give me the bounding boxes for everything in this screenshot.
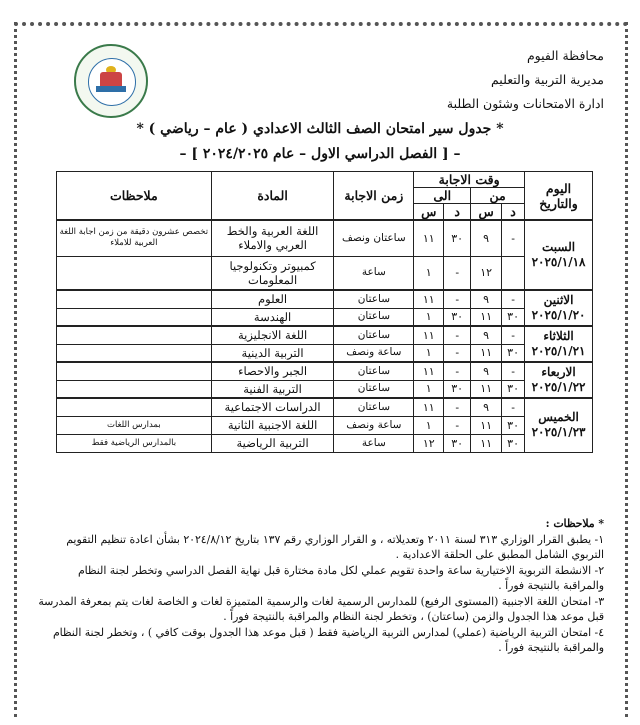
day-name: الاربعاء xyxy=(541,365,576,379)
from-minute: - xyxy=(502,398,525,416)
duration-cell: ساعتان xyxy=(334,362,414,380)
duration-cell: ساعة ونصف xyxy=(334,344,414,362)
header-duration: زمن الاجابة xyxy=(334,172,414,221)
from-minute: ٣٠ xyxy=(502,416,525,434)
duration-cell: ساعة ونصف xyxy=(334,416,414,434)
exam-schedule-table xyxy=(56,171,593,453)
from-hour: ١١ xyxy=(471,416,502,434)
to-hour: ١ xyxy=(414,256,444,290)
from-minute xyxy=(502,256,525,290)
to-hour: ١١ xyxy=(414,398,444,416)
from-hour: ٩ xyxy=(471,362,502,380)
day-cell xyxy=(525,362,593,398)
to-hour: ١١ xyxy=(414,362,444,380)
to-hour: ١١ xyxy=(414,290,444,308)
subject-cell: الهندسة xyxy=(211,308,334,326)
from-minute: ٣٠ xyxy=(502,380,525,398)
header-from-minute: د xyxy=(502,204,525,221)
subject-cell: التربية الدينية xyxy=(211,344,334,362)
note-item-4: ٤- امتحان التربية الرياضية (عملي) لمدارس التربية الرياضية فقط ( قبل موعد هذا الجدول بوقت كافي ) ، وتخطر لجنة النظام والمراقبة بالنتيجة فوراً . xyxy=(52,625,604,654)
duration-cell: ساعة xyxy=(334,256,414,290)
table-row xyxy=(57,308,593,326)
from-hour: ١١ xyxy=(471,434,502,452)
table-row xyxy=(57,344,593,362)
to-minute: - xyxy=(444,256,471,290)
header-to: الى xyxy=(414,188,471,204)
from-minute: - xyxy=(502,290,525,308)
note-cell xyxy=(57,308,212,326)
table-row xyxy=(57,434,593,452)
subject-cell: اللغة الانجليزية xyxy=(211,326,334,344)
duration-cell: ساعتان ونصف xyxy=(334,220,414,256)
header-time: وقت الاجابة xyxy=(414,172,525,188)
to-minute: ٣٠ xyxy=(444,220,471,256)
from-hour: ١٢ xyxy=(471,256,502,290)
subject-cell: العلوم xyxy=(211,290,334,308)
from-hour: ١١ xyxy=(471,344,502,362)
table-row xyxy=(57,380,593,398)
note-cell: تخصص عشرون دقيقة من زمن اجابة اللغة العربية للاملاء xyxy=(57,220,212,256)
table-row xyxy=(57,220,593,256)
to-minute: - xyxy=(444,416,471,434)
page-subtitle: – [ الفصل الدراسي الاول – عام ٢٠٢٤/٢٠٢٥ ] – xyxy=(179,146,461,162)
from-minute: ٣٠ xyxy=(502,344,525,362)
from-hour: ١١ xyxy=(471,308,502,326)
duration-cell: ساعتان xyxy=(334,290,414,308)
from-hour: ٩ xyxy=(471,220,502,256)
day-date: ٢٠٢٥/١/٢٠ xyxy=(531,308,586,322)
duration-cell: ساعتان xyxy=(334,326,414,344)
to-minute: - xyxy=(444,290,471,308)
notes-heading: * ملاحظات : xyxy=(545,517,604,530)
header-to-minute: د xyxy=(444,204,471,221)
from-minute: - xyxy=(502,362,525,380)
to-minute: ٣٠ xyxy=(444,308,471,326)
from-minute: ٣٠ xyxy=(502,434,525,452)
header-from: من xyxy=(471,188,525,204)
note-cell xyxy=(57,380,212,398)
note-item-2: ٢- الانشطة التربوية الاختيارية ساعة واحدة تقويم عملي لكل مادة مختارة قبل نهاية الفصل الدراسي وتخطر لجنة النظام والمراقبة بالنتيجة فوراً . xyxy=(77,563,604,592)
issuer-header xyxy=(447,44,604,116)
from-hour: ٩ xyxy=(471,398,502,416)
subject-cell: التربية الفنية xyxy=(211,380,334,398)
schedule-body xyxy=(57,220,593,452)
duration-cell: ساعتان xyxy=(334,398,414,416)
to-hour: ١ xyxy=(414,344,444,362)
table-row xyxy=(57,290,593,308)
governorate-line: محافظة الفيوم xyxy=(526,48,604,63)
to-minute: - xyxy=(444,344,471,362)
notes-section xyxy=(34,516,604,656)
day-cell xyxy=(525,398,593,452)
note-cell xyxy=(57,290,212,308)
table-row xyxy=(57,256,593,290)
day-date: ٢٠٢٥/١/١٨ xyxy=(531,255,586,269)
from-minute: - xyxy=(502,220,525,256)
page-title: * جدول سير امتحان الصف الثالث الاعدادي ( عام – رياضي ) * xyxy=(136,121,504,137)
note-cell xyxy=(57,398,212,416)
note-cell xyxy=(57,326,212,344)
day-name: الثلاثاء xyxy=(543,329,574,343)
subject-cell: اللغة العربية والخط العربي والاملاء xyxy=(211,220,334,256)
subject-cell: اللغة الاجنبية الثانية xyxy=(211,416,334,434)
note-cell xyxy=(57,344,212,362)
day-name: الاثنين xyxy=(543,293,574,307)
day-name: السبت xyxy=(541,240,576,254)
table-row xyxy=(57,416,593,434)
department-line: ادارة الامتحانات وشئون الطلبة xyxy=(446,96,604,111)
note-cell: بمدارس اللغات xyxy=(57,416,212,434)
table-row xyxy=(57,362,593,380)
duration-cell: ساعتان xyxy=(334,308,414,326)
day-cell xyxy=(525,290,593,326)
ministry-logo xyxy=(74,44,148,118)
header-to-hour: س xyxy=(414,204,444,221)
duration-cell: ساعة xyxy=(334,434,414,452)
header-subject: المادة xyxy=(211,172,334,221)
to-hour: ١٢ xyxy=(414,434,444,452)
to-minute: ٣٠ xyxy=(444,380,471,398)
note-item-1: ١- يطبق القرار الوزاري ٣١٣ لسنة ٢٠١١ وتعديلاته ، و القرار الوزاري رقم ١٣٧ بتاريخ ٢٠٢٤/٨/١٢ بشأن اعادة تنظيم التقويم التربوي الشامل المطبق على الحلقة الاعدادية . xyxy=(66,532,604,561)
to-minute: - xyxy=(444,326,471,344)
to-hour: ١ xyxy=(414,416,444,434)
day-date: ٢٠٢٥/١/٢٢ xyxy=(531,380,586,394)
day-name: الخميس xyxy=(538,410,579,425)
from-minute: ٣٠ xyxy=(502,308,525,326)
day-cell xyxy=(525,326,593,362)
note-cell xyxy=(57,256,212,290)
from-hour: ٩ xyxy=(471,290,502,308)
day-date: ٢٠٢٥/١/٢٣ xyxy=(531,425,586,440)
to-minute: - xyxy=(444,398,471,416)
header-from-hour: س xyxy=(471,204,502,221)
from-hour: ٩ xyxy=(471,326,502,344)
note-item-3: ٣- امتحان اللغة الاجنبية (المستوى الرفيع) للمدارس الرسمية لغات والرسمية المتميزة لغات و الخاصة لغات يتم بمعرفة المدرسة قبل موعد هذا الجدول والزمن (ساعتان) ، وتخطر لجنة النظام والمراقبة بالنتيجة فوراً . xyxy=(38,594,604,623)
subject-cell: الجبر والاحصاء xyxy=(211,362,334,380)
to-minute: ٣٠ xyxy=(444,434,471,452)
to-minute: - xyxy=(444,362,471,380)
subject-cell: التربية الرياضية xyxy=(211,434,334,452)
header-notes: ملاحظات xyxy=(57,172,212,221)
table-row xyxy=(57,398,593,416)
to-hour: ١١ xyxy=(414,326,444,344)
from-hour: ١١ xyxy=(471,380,502,398)
note-cell: بالمدارس الرياضية فقط xyxy=(57,434,212,452)
to-hour: ١١ xyxy=(414,220,444,256)
day-date: ٢٠٢٥/١/٢١ xyxy=(531,344,586,358)
subject-cell: كمبيوتر وتكنولوجيا المعلومات xyxy=(211,256,334,290)
header-day: اليوم والتاريخ xyxy=(525,172,593,221)
to-hour: ١ xyxy=(414,308,444,326)
table-row xyxy=(57,326,593,344)
from-minute: - xyxy=(502,326,525,344)
duration-cell: ساعتان xyxy=(334,380,414,398)
note-cell xyxy=(57,362,212,380)
directorate-line: مديرية التربية والتعليم xyxy=(490,72,604,87)
to-hour: ١ xyxy=(414,380,444,398)
subject-cell: الدراسات الاجتماعية xyxy=(211,398,334,416)
day-cell xyxy=(525,220,593,290)
